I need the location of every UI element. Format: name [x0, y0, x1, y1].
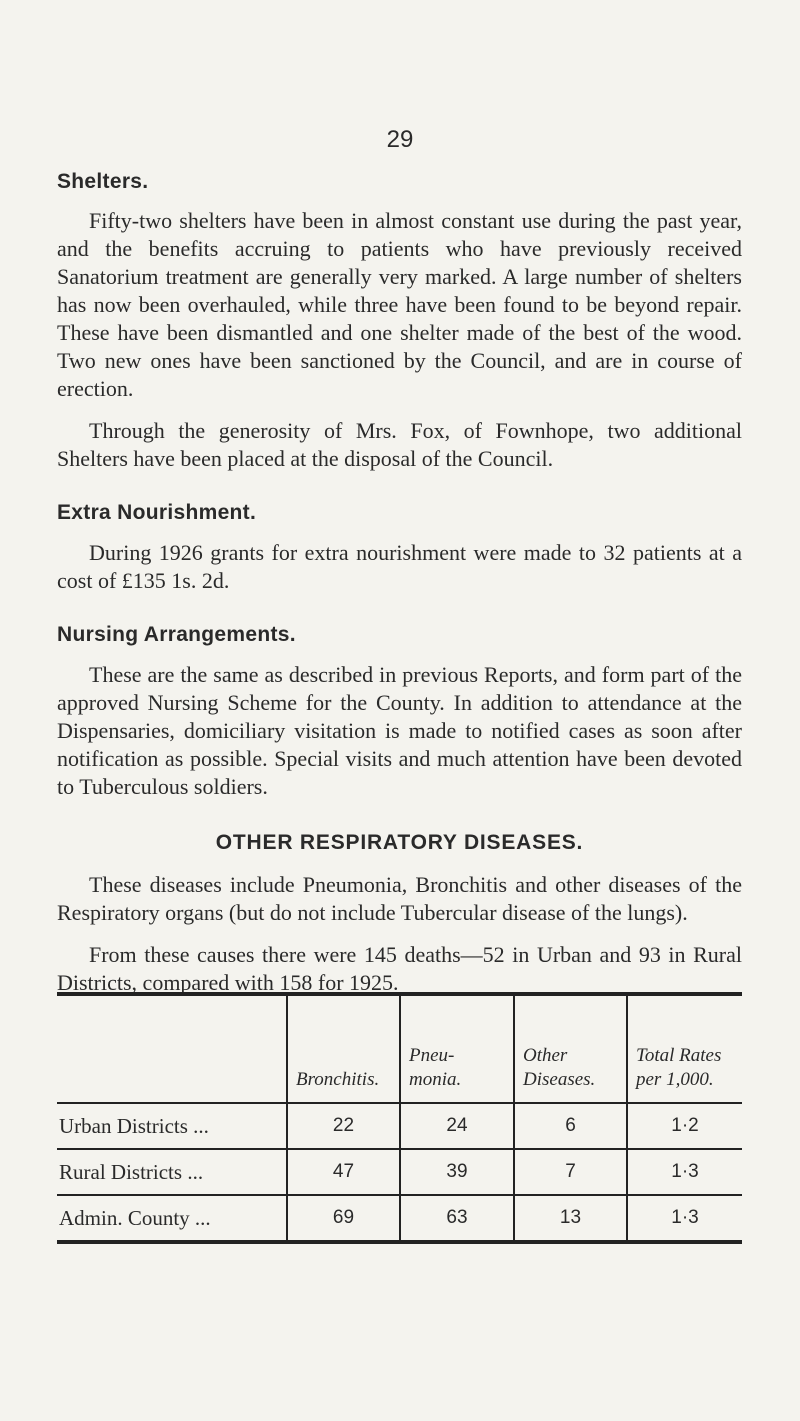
cell-other-diseases: 7: [514, 1149, 627, 1195]
table-row: [57, 1195, 742, 1242]
respiratory-paragraph-1: These diseases include Pneumonia, Bronchitis and other diseases of the Respiratory organs (but do not include Tubercular disease of the lungs).: [57, 872, 742, 925]
section-heading-extra-nourishment: Extra Nourishment.: [57, 501, 257, 524]
row-label: Rural Districts ...: [57, 1149, 287, 1195]
table-row: [57, 1103, 742, 1149]
table-header-blank: [57, 994, 287, 1103]
cell-bronchitis: 69: [287, 1195, 400, 1242]
respiratory-deaths-table-wrap: [57, 992, 742, 1244]
row-label: Urban Districts ...: [57, 1103, 287, 1149]
section-heading-respiratory: OTHER RESPIRATORY DISEASES.: [215, 831, 584, 854]
cell-other-diseases: 13: [514, 1195, 627, 1242]
cell-bronchitis: 47: [287, 1149, 400, 1195]
table-header-bronchitis: Bronchitis.: [287, 994, 400, 1103]
cell-pneumonia: 24: [400, 1103, 514, 1149]
cell-total-rate: 1·3: [627, 1195, 742, 1242]
cell-bronchitis: 22: [287, 1103, 400, 1149]
shelters-paragraph-2: Through the generosity of Mrs. Fox, of Fownhope, two additional Shelters have been placed at the disposal of the Council.: [57, 418, 742, 471]
respiratory-paragraph-2: From these causes there were 145 deaths—52 in Urban and 93 in Rural Districts, compared with 158 for 1925.: [57, 942, 742, 995]
page-body: [57, 170, 742, 997]
cell-other-diseases: 6: [514, 1103, 627, 1149]
table-header-total-rates: Total Rates per 1,000.: [627, 994, 742, 1103]
row-label: Admin. County ...: [57, 1195, 287, 1242]
cell-total-rate: 1·2: [627, 1103, 742, 1149]
respiratory-deaths-table: [57, 992, 742, 1244]
section-heading-nursing: Nursing Arrangements.: [57, 623, 296, 646]
cell-total-rate: 1·3: [627, 1149, 742, 1195]
table-header-other-diseases: Other Diseases.: [514, 994, 627, 1103]
extra-nourishment-paragraph: During 1926 grants for extra nourishment were made to 32 patients at a cost of £135 1s. 2d.: [57, 540, 742, 593]
cell-pneumonia: 39: [400, 1149, 514, 1195]
section-heading-shelters: Shelters.: [57, 170, 149, 193]
cell-pneumonia: 63: [400, 1195, 514, 1242]
nursing-paragraph: These are the same as described in previous Reports, and form part of the approved Nursing Scheme for the County. In addition to attendance at the Dispensaries, domiciliary visitation is made to notified cases as soon after notification as possible. Special visits and much attention have been devoted to Tuberculous soldiers.: [57, 662, 742, 799]
page-number: 29: [386, 126, 414, 153]
shelters-paragraph-1: Fifty-two shelters have been in almost constant use during the past year, and the benefits accruing to patients who have previously received Sanatorium treatment are generally very marked. A large number of shelters has now been overhauled, while three have been found to be beyond repair. These have been dismantled and one shelter made of the best of the wood. Two new ones have been sanctioned by the Council, and are in course of erection.: [57, 208, 742, 401]
table-header-pneumonia: Pneu- monia.: [400, 994, 514, 1103]
table-row: [57, 1149, 742, 1195]
table-header-row: [57, 994, 742, 1103]
